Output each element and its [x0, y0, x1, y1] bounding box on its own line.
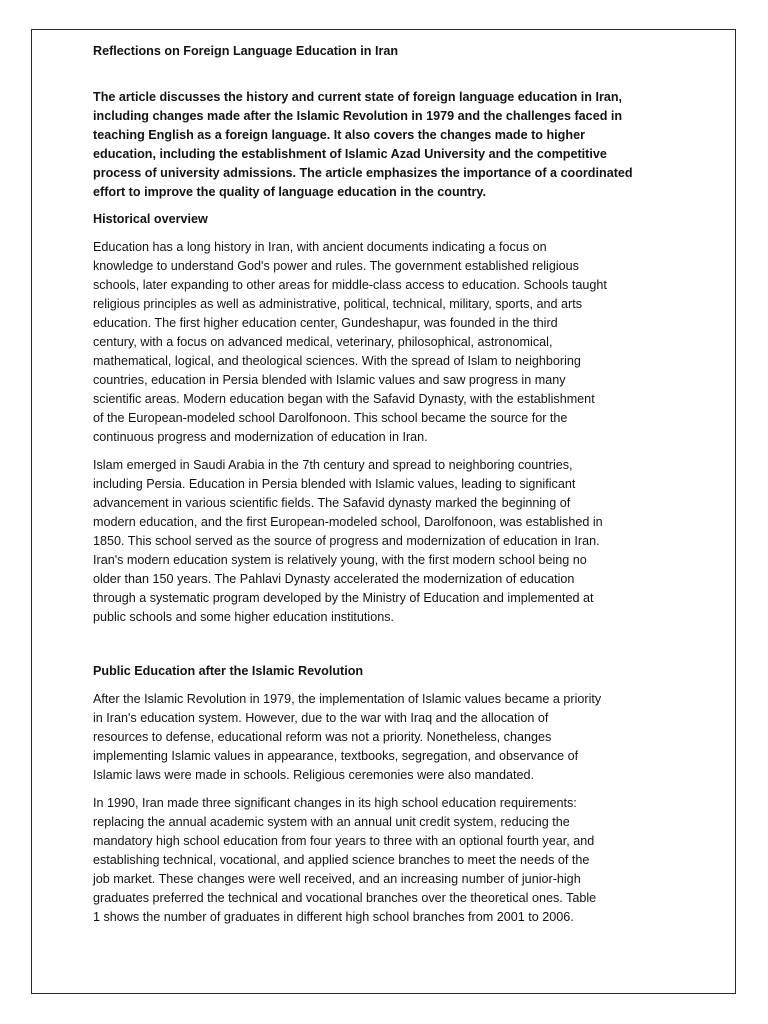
paragraph-line: in Iran's education system. However, due to the war with Iraq and the allocation of [93, 711, 549, 725]
section-heading-public-education: Public Education after the Islamic Revolution [93, 664, 364, 678]
paragraph-line: In 1990, Iran made three significant changes in its high school education requirements: [93, 796, 577, 810]
section-heading-historical-overview: Historical overview [93, 212, 208, 226]
paragraph-line: implementing Islamic values in appearance, textbooks, segregation, and observance of [93, 749, 579, 763]
abstract-line: including changes made after the Islamic Revolution in 1979 and the challenges faced in [93, 109, 623, 123]
paragraph-line: mandatory high school education from four years to three with an optional fourth year, and [93, 834, 595, 848]
abstract-line: The article discusses the history and current state of foreign language education in Iran, [93, 90, 623, 104]
paragraph-line: Education has a long history in Iran, with ancient documents indicating a focus on [93, 240, 547, 254]
paragraph-line: Islamic laws were made in schools. Religious ceremonies were also mandated. [93, 768, 534, 782]
paragraph-line: scientific areas. Modern education began with the Safavid Dynasty, with the establishment [93, 392, 595, 406]
paragraph-line: Iran's modern education system is relatively young, with the first modern school being no [93, 553, 587, 567]
paragraph-line: graduates preferred the technical and vocational branches over the theoretical ones. Table [93, 891, 597, 905]
paragraph-line: 1 shows the number of graduates in different high school branches from 2001 to 2006. [93, 910, 574, 924]
paragraph-line: advancement in various scientific fields. The Safavid dynasty marked the beginning of [93, 496, 571, 510]
body-paragraph [93, 238, 673, 447]
abstract-line: effort to improve the quality of language education in the country. [93, 185, 486, 199]
paragraph-line: Islam emerged in Saudi Arabia in the 7th century and spread to neighboring countries, [93, 458, 573, 472]
body-paragraph [93, 456, 673, 627]
paragraph-line: countries, education in Persia blended with Islamic values and saw progress in many [93, 373, 566, 387]
paragraph-line: including Persia. Education in Persia blended with Islamic values, leading to significant [93, 477, 576, 491]
paragraph-line: religious principles as well as administrative, political, technical, military, sports, and arts [93, 297, 583, 311]
paragraph-line: older than 150 years. The Pahlavi Dynasty accelerated the modernization of education [93, 572, 575, 586]
body-paragraph [93, 690, 673, 785]
paragraph-line: resources to defense, educational reform was not a priority. Nonetheless, changes [93, 730, 552, 744]
paragraph-line: through a systematic program developed by the Ministry of Education and implemented at [93, 591, 594, 605]
abstract-line: education, including the establishment of Islamic Azad University and the competitive [93, 147, 607, 161]
paragraph-line: of the European-modeled school Darolfonoon. This school became the source for the [93, 411, 568, 425]
paragraph-line: public schools and some higher education institutions. [93, 610, 395, 624]
paragraph-line: job market. These changes were well received, and an increasing number of junior-high [93, 872, 581, 886]
abstract-paragraph [93, 88, 673, 202]
paragraph-line: century, with a focus on advanced medical, veterinary, philosophical, astronomical, [93, 335, 553, 349]
paragraph-line: establishing technical, vocational, and applied science branches to meet the needs of the [93, 853, 590, 867]
paragraph-line: modern education, and the first European-modeled school, Darolfonoon, was established in [93, 515, 603, 529]
paragraph-line: education. The first higher education center, Gundeshapur, was founded in the third [93, 316, 558, 330]
paragraph-line: After the Islamic Revolution in 1979, the implementation of Islamic values became a priority [93, 692, 602, 706]
document-title: Reflections on Foreign Language Education in Iran [93, 44, 399, 58]
document-body [93, 42, 673, 927]
paragraph-line: continuous progress and modernization of education in Iran. [93, 430, 428, 444]
paragraph-line: schools, later expanding to other areas for middle-class access to education. Schools taught [93, 278, 607, 292]
paragraph-line: replacing the annual academic system with an annual unit credit system, reducing the [93, 815, 570, 829]
abstract-line: process of university admissions. The article emphasizes the importance of a coordinated [93, 166, 633, 180]
abstract-line: teaching English as a foreign language. It also covers the changes made to higher [93, 128, 585, 142]
paragraph-line: 1850. This school served as the source of progress and modernization of education in Iran. [93, 534, 600, 548]
paragraph-line: mathematical, logical, and theological sciences. With the spread of Islam to neighboring [93, 354, 581, 368]
body-paragraph [93, 794, 673, 927]
paragraph-line: knowledge to understand God's power and rules. The government established religious [93, 259, 579, 273]
